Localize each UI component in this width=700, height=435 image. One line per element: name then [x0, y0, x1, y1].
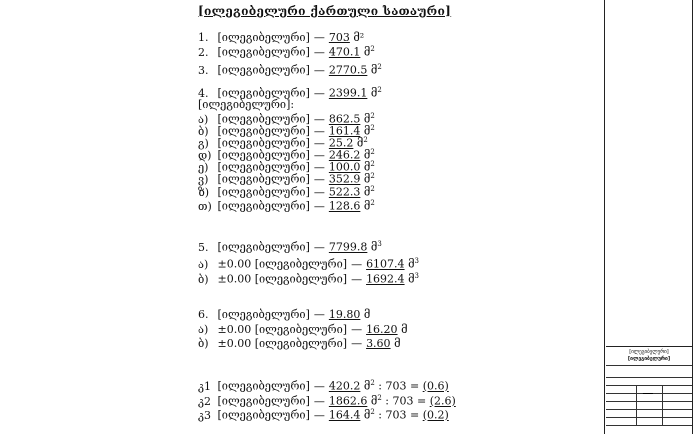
item-result: (0.6) [422, 379, 449, 393]
item-value: 164.4 [328, 408, 361, 422]
stamp-divider [606, 365, 692, 366]
stamp-column-line [636, 385, 637, 425]
unit-exponent: 2 [370, 124, 375, 132]
dash-separator: — [313, 148, 325, 162]
item-unit: მ [363, 308, 371, 321]
dash-separator: — [313, 308, 325, 321]
dash-separator: — [313, 160, 325, 174]
item-value: 470.1 [328, 45, 361, 59]
item-row-r2 [198, 43, 375, 59]
stamp-divider [606, 401, 692, 402]
dash-separator: — [313, 185, 325, 199]
stamp-divider [606, 385, 692, 386]
item-prefix: დ) [198, 148, 212, 162]
item-label: [ილეგიბელური] [217, 86, 310, 100]
item-prefix: 6. [198, 308, 209, 321]
item-prefix: ა) [198, 112, 209, 126]
item-label: [ილეგიბელური] [217, 148, 310, 162]
dash-separator: — [313, 172, 325, 186]
item-formula: : 703 = [378, 408, 420, 422]
unit-exponent: 2 [377, 394, 382, 402]
item-unit: მ [370, 240, 378, 254]
item-unit: მ [363, 148, 371, 162]
item-value: 19.80 [328, 308, 361, 321]
item-value: 7799.8 [328, 240, 368, 254]
unit-exponent: 2 [363, 136, 368, 144]
frame-line-left [604, 0, 605, 434]
unit-exponent: 2 [370, 45, 375, 53]
item-value: 246.2 [328, 148, 361, 162]
stamp-divider [606, 377, 692, 378]
item-label: ±0.00 [ილეგიბელური] [217, 272, 348, 286]
item-unit: მ [363, 112, 371, 126]
item-unit: მ [363, 408, 371, 422]
unit-exponent: 3 [377, 240, 382, 248]
item-formula: : 703 = [385, 394, 427, 408]
item-label: [ილეგიბელური] [217, 308, 310, 321]
item-value: 3.60 [366, 337, 391, 350]
item-value: 1862.6 [328, 394, 368, 408]
unit-exponent: 2 [377, 86, 382, 94]
item-value: 16.20 [366, 323, 398, 336]
item-value: 1692.4 [366, 272, 405, 286]
item-label: [ილეგიბელური] [217, 408, 310, 422]
item-prefix: ზ) [198, 185, 210, 199]
item-label: [ილეგიბელური] [217, 63, 310, 77]
unit-exponent: 2 [370, 185, 375, 193]
dash-separator: — [313, 379, 325, 393]
item-row-k3 [198, 406, 449, 422]
item-prefix: 2. [198, 45, 209, 59]
item-prefix: კ2 [198, 394, 212, 408]
item-prefix: ვ) [198, 172, 209, 186]
item-prefix: 5. [198, 240, 209, 254]
item-label: ±0.00 [ილეგიბელური] [217, 337, 348, 350]
item-value: 2770.5 [328, 63, 368, 77]
item-value: 352.9 [328, 172, 361, 186]
item-prefix: 4. [198, 86, 209, 100]
dash-separator: — [313, 408, 325, 422]
dash-separator: — [313, 394, 325, 408]
item-prefix: ბ) [198, 337, 209, 350]
item-label: [ილეგიბელური] [217, 136, 310, 150]
item-unit: მ [401, 323, 408, 336]
item-unit: მ [363, 124, 371, 138]
item-value: 100.0 [328, 160, 361, 174]
item-unit: მ [363, 185, 371, 199]
item-label: ±0.00 [ილეგიბელური] [217, 257, 348, 271]
item-prefix: თ) [198, 199, 212, 213]
item-label: [ილეგიბელური] [217, 172, 310, 186]
unit-exponent: 2 [370, 172, 375, 180]
item-value: 128.6 [328, 199, 361, 213]
item-prefix: ა) [198, 323, 209, 336]
item-label: [ილეგიბელური] [217, 379, 310, 393]
item-unit: მ [394, 337, 401, 350]
unit-exponent: 3 [414, 272, 419, 280]
dash-separator: — [313, 45, 325, 59]
dash-separator: — [313, 112, 325, 126]
item-prefix: ბ) [198, 272, 209, 286]
item-unit: მ [363, 45, 371, 59]
item-value: 703 [328, 31, 350, 44]
title-block-stamp [606, 346, 692, 435]
dash-separator: — [313, 124, 325, 138]
item-value: 161.4 [328, 124, 361, 138]
item-unit: მ [363, 172, 371, 186]
item-result: (2.6) [429, 394, 456, 408]
unit-exponent: 3 [414, 257, 419, 265]
unit-exponent: 2 [370, 408, 375, 416]
item-value: 6107.4 [366, 257, 405, 271]
item-result: (0.2) [422, 408, 449, 422]
item-value: 25.2 [328, 136, 354, 150]
stamp-line-1: [ილეგიბელური] [629, 349, 669, 355]
item-formula: : 703 = [378, 379, 420, 393]
unit-exponent: 2 [370, 148, 375, 156]
item-value: 522.3 [328, 185, 361, 199]
item-label: [ილეგიბელური] [217, 112, 310, 126]
unit-exponent: 2 [370, 199, 375, 207]
stamp-divider [606, 417, 692, 418]
unit-exponent: 2 [377, 63, 382, 71]
dash-separator: — [351, 257, 363, 271]
item-label: [ილეგიბელური] [217, 394, 310, 408]
item-row-r5b [198, 270, 419, 286]
item-label: [ილეგიბელური] [217, 124, 310, 138]
item-unit: მ [363, 379, 371, 393]
item-label: [ილეგიბელური] [217, 199, 310, 213]
item-prefix: გ) [198, 136, 209, 150]
stamp-divider [606, 425, 692, 426]
stamp-column-line [662, 385, 663, 425]
item-value: 862.5 [328, 112, 361, 126]
dash-separator: — [351, 337, 363, 350]
item-prefix: 1. [198, 31, 209, 44]
dash-separator: — [351, 272, 363, 286]
item-value: 2399.1 [328, 86, 368, 100]
item-prefix: ბ) [198, 124, 209, 138]
dash-separator: — [313, 240, 325, 254]
item-value: 420.2 [328, 379, 361, 393]
unit-exponent: 2 [370, 112, 375, 120]
item-prefix: კ3 [198, 408, 212, 422]
item-label: [ილეგიბელური] [217, 185, 310, 199]
item-unit: მ [363, 160, 371, 174]
item-prefix: კ1 [198, 379, 212, 393]
dash-separator: — [313, 136, 325, 150]
item-label: [ილეგიბელური] [217, 45, 310, 59]
page-title: [ილეგიბელური ქართული სათაური] [198, 4, 452, 18]
dash-separator: — [313, 86, 325, 100]
item-row-k1 [198, 377, 449, 393]
item-row-r3 [198, 61, 382, 77]
item-prefix: ე) [198, 160, 209, 174]
item-label: [ილეგიბელური] [217, 240, 310, 254]
item-unit: მ [370, 63, 378, 77]
dash-separator: — [313, 63, 325, 77]
item-unit: მ [363, 199, 371, 213]
stamp-line-2: [ილეგიბელური] [627, 356, 671, 362]
item-label: [ილეგიბელური] [217, 31, 310, 44]
item-unit: მ [370, 86, 378, 100]
item-unit: მ [408, 257, 415, 271]
item-label: ±0.00 [ილეგიბელური] [217, 323, 348, 336]
frame-line-right [692, 0, 693, 434]
item-unit: მ [370, 394, 378, 408]
item-row-r6b [198, 337, 401, 350]
item-label: [ილეგიბელური]: [198, 98, 295, 111]
item-prefix: 3. [198, 63, 209, 77]
dash-separator: — [351, 323, 363, 336]
stamp-divider [606, 409, 692, 410]
item-unit: მ [408, 272, 415, 286]
item-unit: მ² [353, 31, 365, 44]
dash-separator: — [313, 31, 325, 44]
item-row-r4i [198, 197, 375, 213]
unit-exponent: 2 [370, 379, 375, 387]
dash-separator: — [313, 199, 325, 213]
item-label: [ილეგიბელური] [217, 160, 310, 174]
item-row-r5a [198, 255, 419, 271]
unit-exponent: 2 [370, 160, 375, 168]
item-row-r6a [198, 323, 408, 336]
item-unit: მ [356, 136, 364, 150]
item-row-r5 [198, 238, 382, 254]
item-row-r6 [198, 308, 370, 321]
item-prefix: ა) [198, 257, 209, 271]
